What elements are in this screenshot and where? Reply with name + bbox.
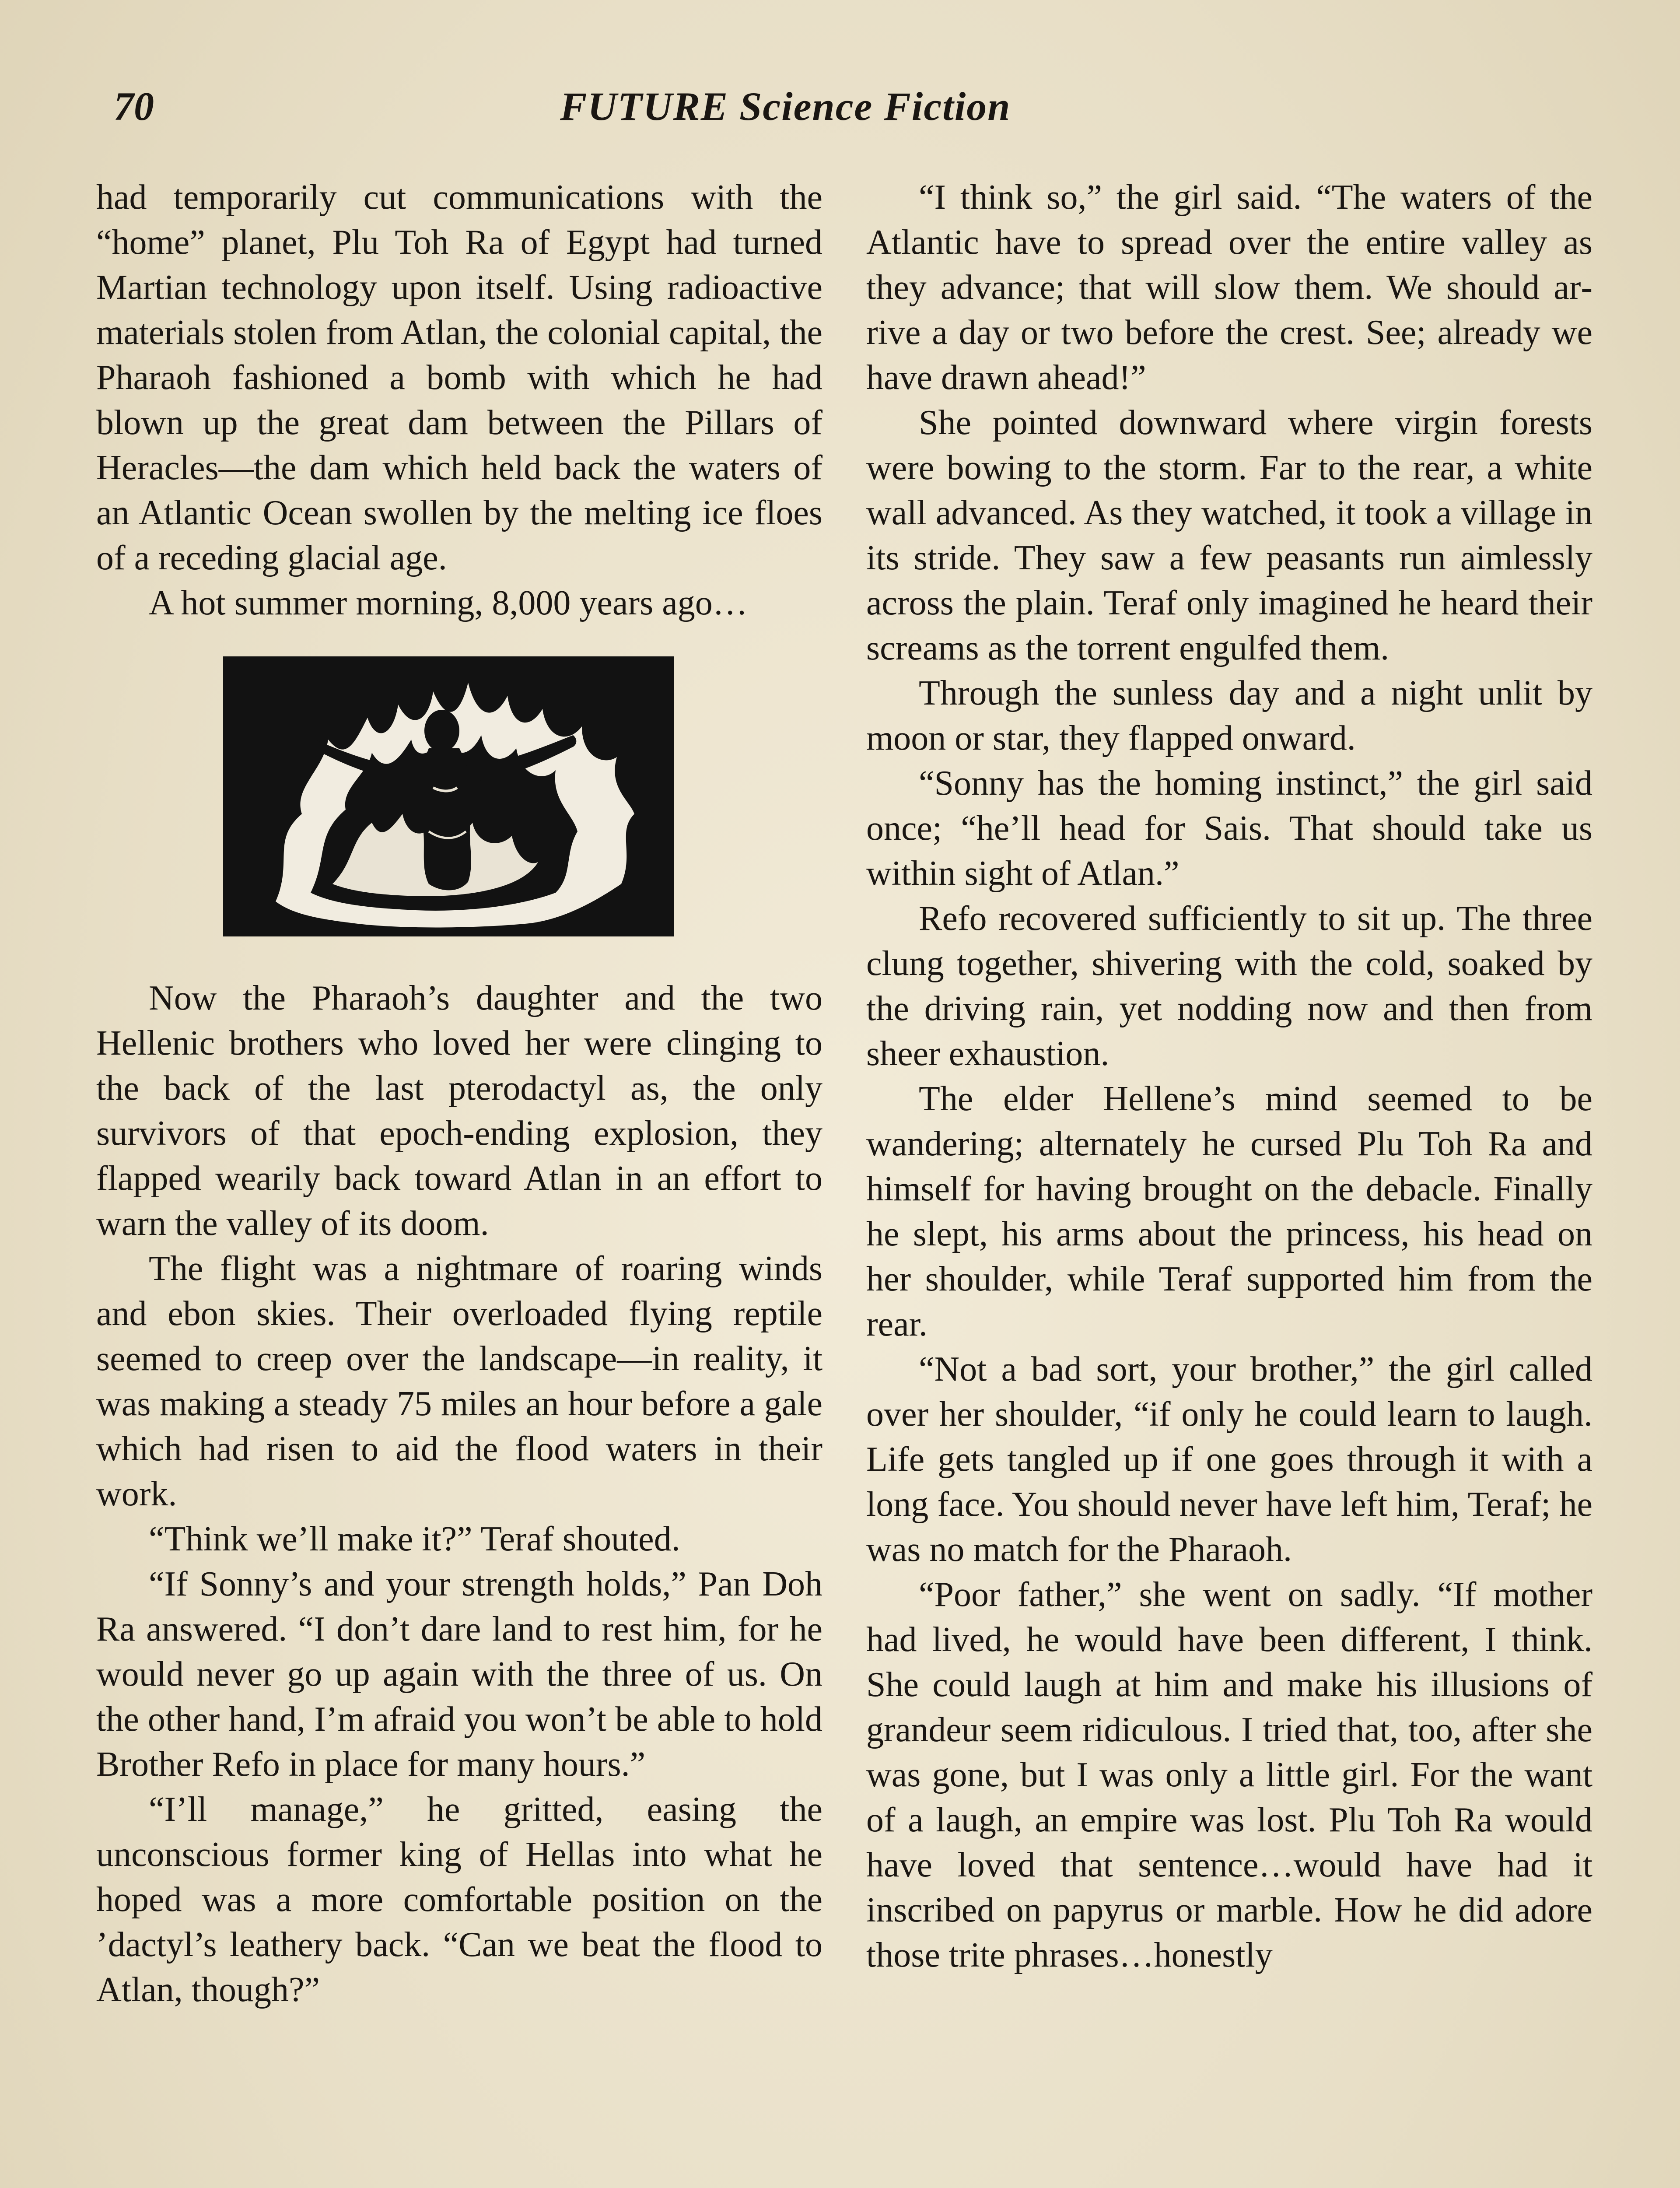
- flame-figure-icon: [223, 656, 674, 936]
- paragraph: “Poor father,” she went on sadly. “If mother had lived, he would have been different, I think. She could laugh at him and make his illusions of grandeur seem ridiculous. I tried that, too, after she was gone, but I was only a little girl. For the want of a laugh, an empire was lost. Plu Toh Ra would have loved that sentence…would have had it inscribed on papyrus or marble. How he did adore those trite phrases…honestly: [866, 1575, 1592, 1974]
- flame-figure-illustration: [223, 656, 674, 936]
- paragraph: “I think so,” the girl said. “The waters of the Atlantic have to spread over the entire valley as they advance; that will slow them. We should arrive a day or two before the crest. See; already we have drawn ahead!”: [866, 178, 1592, 397]
- paragraph: “Sonny has the homing instinct,” the girl said once; “he’ll head for Sais. That should take us within sight of Atlan.”: [866, 764, 1592, 893]
- magazine-title: FUTURE Science Fiction: [560, 84, 1011, 129]
- paragraph: Now the Pharaoh’s daughter and the two Hellenic brothers who loved her were clinging to the back of the last pterodactyl as, the only survivors of that epoch-ending explosion, they flapped wearily back toward Atlan in an effort to warn the valley of its doom.: [96, 979, 822, 1243]
- paragraph: “If Sonny’s and your strength holds,” Pan Doh Ra answered. “I don’t dare land to rest him, for he would never go up again with the three of us. On the other hand, I’m afraid you won’t be able to hold Brother Refo in place for many hours.”: [96, 1565, 822, 1784]
- paragraph: Refo recovered sufficiently to sit up. The three clung together, shivering with the cold, soaked by the driving rain, yet nodding now and then from sheer exhaustion.: [866, 899, 1592, 1073]
- paragraph: Through the sunless day and a night unlit by moon or star, they flapped onward.: [866, 674, 1592, 757]
- paragraph: “Not a bad sort, your brother,” the girl called over her shoulder, “if only he could learn to laugh. Life gets tangled up if one goes through it with a long face. You should never have left him, Teraf; he was no match for the Pharaoh.: [866, 1350, 1592, 1569]
- right-column: [866, 175, 1592, 1978]
- paragraph: The elder Hellene’s mind seemed to be wandering; alternately he cursed Plu Toh Ra and himself for having brought on the debacle. Finally he slept, his arms about the princess, his head on her shoulder, while Teraf supported him from the rear.: [866, 1080, 1592, 1343]
- page-number: 70: [114, 84, 154, 129]
- left-column: [96, 175, 822, 2013]
- paragraph: “Think we’ll make it?” Teraf shouted.: [149, 1520, 680, 1558]
- paragraph: A hot summer morning, 8,000 years ago…: [149, 584, 748, 622]
- paragraph: She pointed downward where virgin forests were bowing to the storm. Far to the rear, a white wall advanced. As they watched, it took a village in its stride. They saw a few peasants run aimlessly across the plain. Teraf only imagined he heard their screams as the torrent engulfed them.: [866, 403, 1592, 667]
- paragraph: had temporarily cut communications with the “home” planet, Plu Toh Ra of Egypt had turned Martian technology upon itself. Using radioactive materials stolen from Atlan, the colonial capital, the Pharaoh fashioned a bomb with which he had blown up the great dam between the Pillars of Heracles—the dam which held back the waters of an Atlantic Ocean swollen by the melting ice floes of a receding glacial age.: [96, 178, 822, 577]
- page-header: [88, 83, 1584, 131]
- paragraph: The flight was a nightmare of roaring winds and ebon skies. Their overloaded flying reptile seemed to creep over the landscape—in reality, it was making a steady 75 miles an hour before a gale which had risen to aid the flood waters in their work.: [96, 1249, 822, 1513]
- paragraph: “I’ll manage,” he gritted, easing the unconscious former king of Hellas into what he hoped was a more comfortable position on the ’dactyl’s leathery back. “Can we beat the flood to Atlan, though?”: [96, 1790, 822, 2009]
